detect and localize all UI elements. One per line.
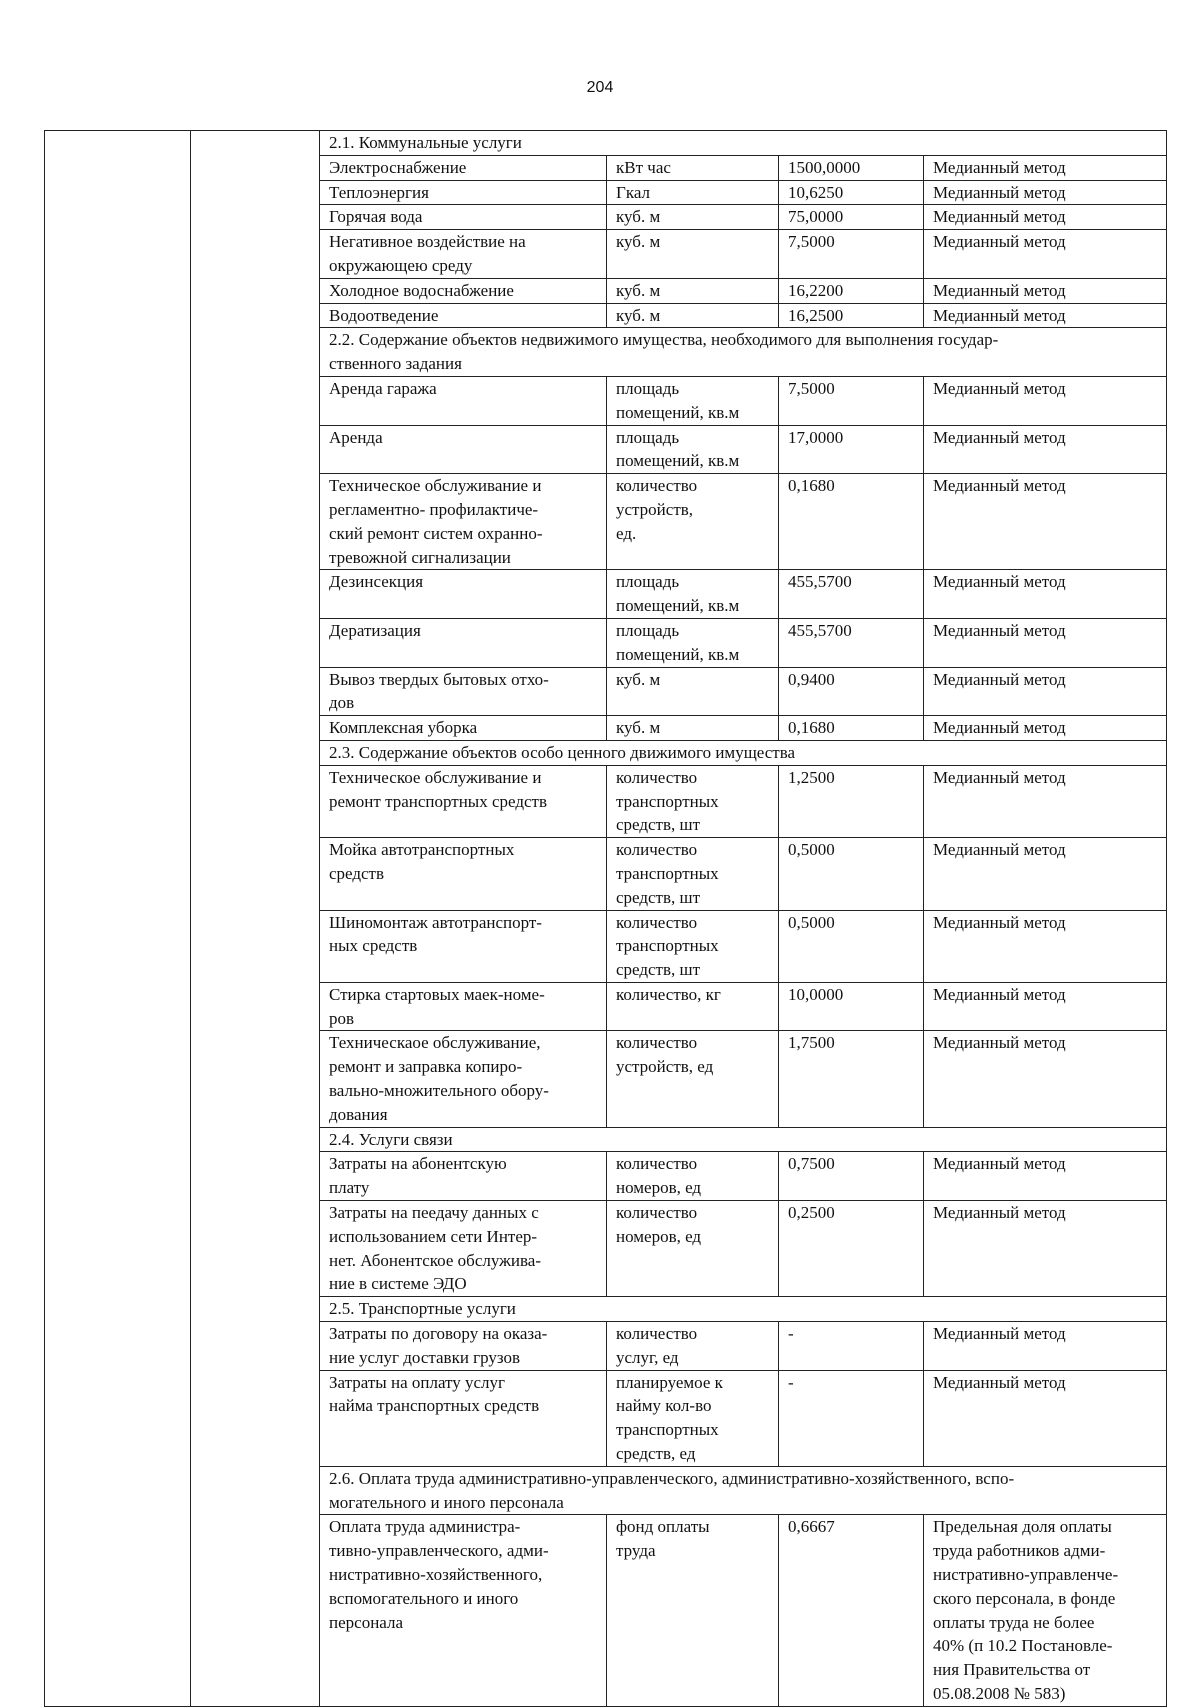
unit-of-measure: куб. м [607, 230, 779, 279]
calculation-method: Медианный метод [924, 1031, 1167, 1127]
cost-item-name: Затраты на пеедачу данных с использованием сети Интер- нет. Абонентское обслужива- ние в системе ЭДО [320, 1201, 607, 1297]
unit-of-measure: площадь помещений, кв.м [607, 618, 779, 667]
calculation-method: Медианный метод [924, 910, 1167, 982]
calculation-method: Медианный метод [924, 1152, 1167, 1201]
cost-item-name: Электроснабжение [320, 155, 607, 180]
cost-item-name: Техническаое обслуживание, ремонт и заправка копиро- вально-множительного обору- дования [320, 1031, 607, 1127]
unit-of-measure: площадь помещений, кв.м [607, 425, 779, 474]
unit-of-measure: куб. м [607, 667, 779, 716]
norm-value: - [779, 1370, 924, 1466]
norm-value: 10,6250 [779, 180, 924, 205]
cost-item-name: Стирка стартовых маек-номе- ров [320, 982, 607, 1031]
calculation-method: Предельная доля оплаты труда работников адми- нистративно-управленче- ского персонала, в фонде оплаты труда не более 40% (п 10.2 Постановле- ния Правительства от 05.08.2008 № 583) [924, 1515, 1167, 1706]
unit-of-measure: площадь помещений, кв.м [607, 376, 779, 425]
cost-item-name: Холодное водоснабжение [320, 278, 607, 303]
unit-of-measure: количество транспортных средств, шт [607, 838, 779, 910]
norm-value: 1,2500 [779, 765, 924, 837]
section-title: 2.1. Коммунальные услуги [320, 131, 1167, 156]
section-title: 2.6. Оплата труда административно-управленческого, административно-хозяйственного, вспо- могательного и иного персонала [320, 1466, 1167, 1515]
cost-item-name: Дератизация [320, 618, 607, 667]
calculation-method: Медианный метод [924, 1370, 1167, 1466]
calculation-method: Медианный метод [924, 278, 1167, 303]
norm-value: 0,1680 [779, 716, 924, 741]
cost-item-name: Теплоэнергия [320, 180, 607, 205]
calculation-method: Медианный метод [924, 1322, 1167, 1371]
cost-item-name: Затраты по договору на оказа- ние услуг доставки грузов [320, 1322, 607, 1371]
section-title: 2.5. Транспортные услуги [320, 1297, 1167, 1322]
calculation-method: Медианный метод [924, 425, 1167, 474]
calculation-method: Медианный метод [924, 716, 1167, 741]
norm-value: - [779, 1322, 924, 1371]
calculation-method: Медианный метод [924, 765, 1167, 837]
unit-of-measure: Гкал [607, 180, 779, 205]
section-title: 2.4. Услуги связи [320, 1127, 1167, 1152]
cost-item-name: Техническое обслуживание и регламентно- профилактиче- ский ремонт систем охранно- тревожной сигнализации [320, 474, 607, 570]
calculation-method: Медианный метод [924, 474, 1167, 570]
page-number: 204 [586, 79, 614, 96]
section-title: 2.2. Содержание объектов недвижимого имущества, необходимого для выполнения государ- ственного задания [320, 328, 1167, 377]
unit-of-measure: количество номеров, ед [607, 1201, 779, 1297]
calculation-method: Медианный метод [924, 376, 1167, 425]
norm-value: 7,5000 [779, 376, 924, 425]
cost-item-name: Шиномонтаж автотранспорт- ных средств [320, 910, 607, 982]
norm-value: 0,5000 [779, 910, 924, 982]
cost-item-name: Затраты на оплату услуг найма транспортных средств [320, 1370, 607, 1466]
unit-of-measure: кВт час [607, 155, 779, 180]
cost-item-name: Оплата труда администра- тивно-управленческого, адми- нистративно-хозяйственного, вспомогательного и иного персонала [320, 1515, 607, 1706]
unit-of-measure: количество, кг [607, 982, 779, 1031]
unit-of-measure: куб. м [607, 205, 779, 230]
unit-of-measure: количество устройств, ед [607, 1031, 779, 1127]
cost-item-name: Водоотведение [320, 303, 607, 328]
unit-of-measure: площадь помещений, кв.м [607, 570, 779, 619]
cost-item-name: Вывоз твердых бытовых отхо- дов [320, 667, 607, 716]
norm-value: 0,2500 [779, 1201, 924, 1297]
unit-of-measure: куб. м [607, 303, 779, 328]
calculation-method: Медианный метод [924, 205, 1167, 230]
norm-value: 0,7500 [779, 1152, 924, 1201]
unit-of-measure: куб. м [607, 716, 779, 741]
norm-value: 0,1680 [779, 474, 924, 570]
norm-value: 455,5700 [779, 570, 924, 619]
norm-value: 1,7500 [779, 1031, 924, 1127]
section-header-row [45, 131, 1167, 156]
cost-item-name: Затраты на абонентскую плату [320, 1152, 607, 1201]
cost-item-name: Горячая вода [320, 205, 607, 230]
norm-value: 0,5000 [779, 838, 924, 910]
unit-of-measure: фонд оплаты труда [607, 1515, 779, 1706]
norm-value: 0,9400 [779, 667, 924, 716]
cost-item-name: Аренда гаража [320, 376, 607, 425]
unit-of-measure: количество устройств, ед. [607, 474, 779, 570]
section-title: 2.3. Содержание объектов особо ценного движимого имущества [320, 740, 1167, 765]
calculation-method: Медианный метод [924, 570, 1167, 619]
norm-value: 16,2500 [779, 303, 924, 328]
calculation-method: Медианный метод [924, 618, 1167, 667]
unit-of-measure: количество услуг, ед [607, 1322, 779, 1371]
calculation-method: Медианный метод [924, 303, 1167, 328]
norm-value: 1500,0000 [779, 155, 924, 180]
unit-of-measure: количество транспортных средств, шт [607, 910, 779, 982]
unit-of-measure: количество номеров, ед [607, 1152, 779, 1201]
calculation-method: Медианный метод [924, 1201, 1167, 1297]
unit-of-measure: куб. м [607, 278, 779, 303]
cost-item-name: Аренда [320, 425, 607, 474]
norm-value: 10,0000 [779, 982, 924, 1031]
cost-item-name: Дезинсекция [320, 570, 607, 619]
cost-item-name: Негативное воздействие на окружающею среду [320, 230, 607, 279]
calculation-method: Медианный метод [924, 230, 1167, 279]
calculation-method: Медианный метод [924, 838, 1167, 910]
unit-of-measure: планируемое к найму кол-во транспортных средств, ед [607, 1370, 779, 1466]
calculation-method: Медианный метод [924, 982, 1167, 1031]
norm-value: 17,0000 [779, 425, 924, 474]
calculation-method: Медианный метод [924, 667, 1167, 716]
blank-column-2 [191, 131, 320, 1707]
norm-value: 455,5700 [779, 618, 924, 667]
norm-value: 7,5000 [779, 230, 924, 279]
calculation-method: Медианный метод [924, 180, 1167, 205]
cost-norms-table [44, 130, 1167, 1707]
cost-item-name: Техническое обслуживание и ремонт транспортных средств [320, 765, 607, 837]
cost-item-name: Комплексная уборка [320, 716, 607, 741]
norm-value: 75,0000 [779, 205, 924, 230]
calculation-method: Медианный метод [924, 155, 1167, 180]
norm-value: 0,6667 [779, 1515, 924, 1706]
blank-column-1 [45, 131, 191, 1707]
cost-item-name: Мойка автотранспортных средств [320, 838, 607, 910]
unit-of-measure: количество транспортных средств, шт [607, 765, 779, 837]
norm-value: 16,2200 [779, 278, 924, 303]
